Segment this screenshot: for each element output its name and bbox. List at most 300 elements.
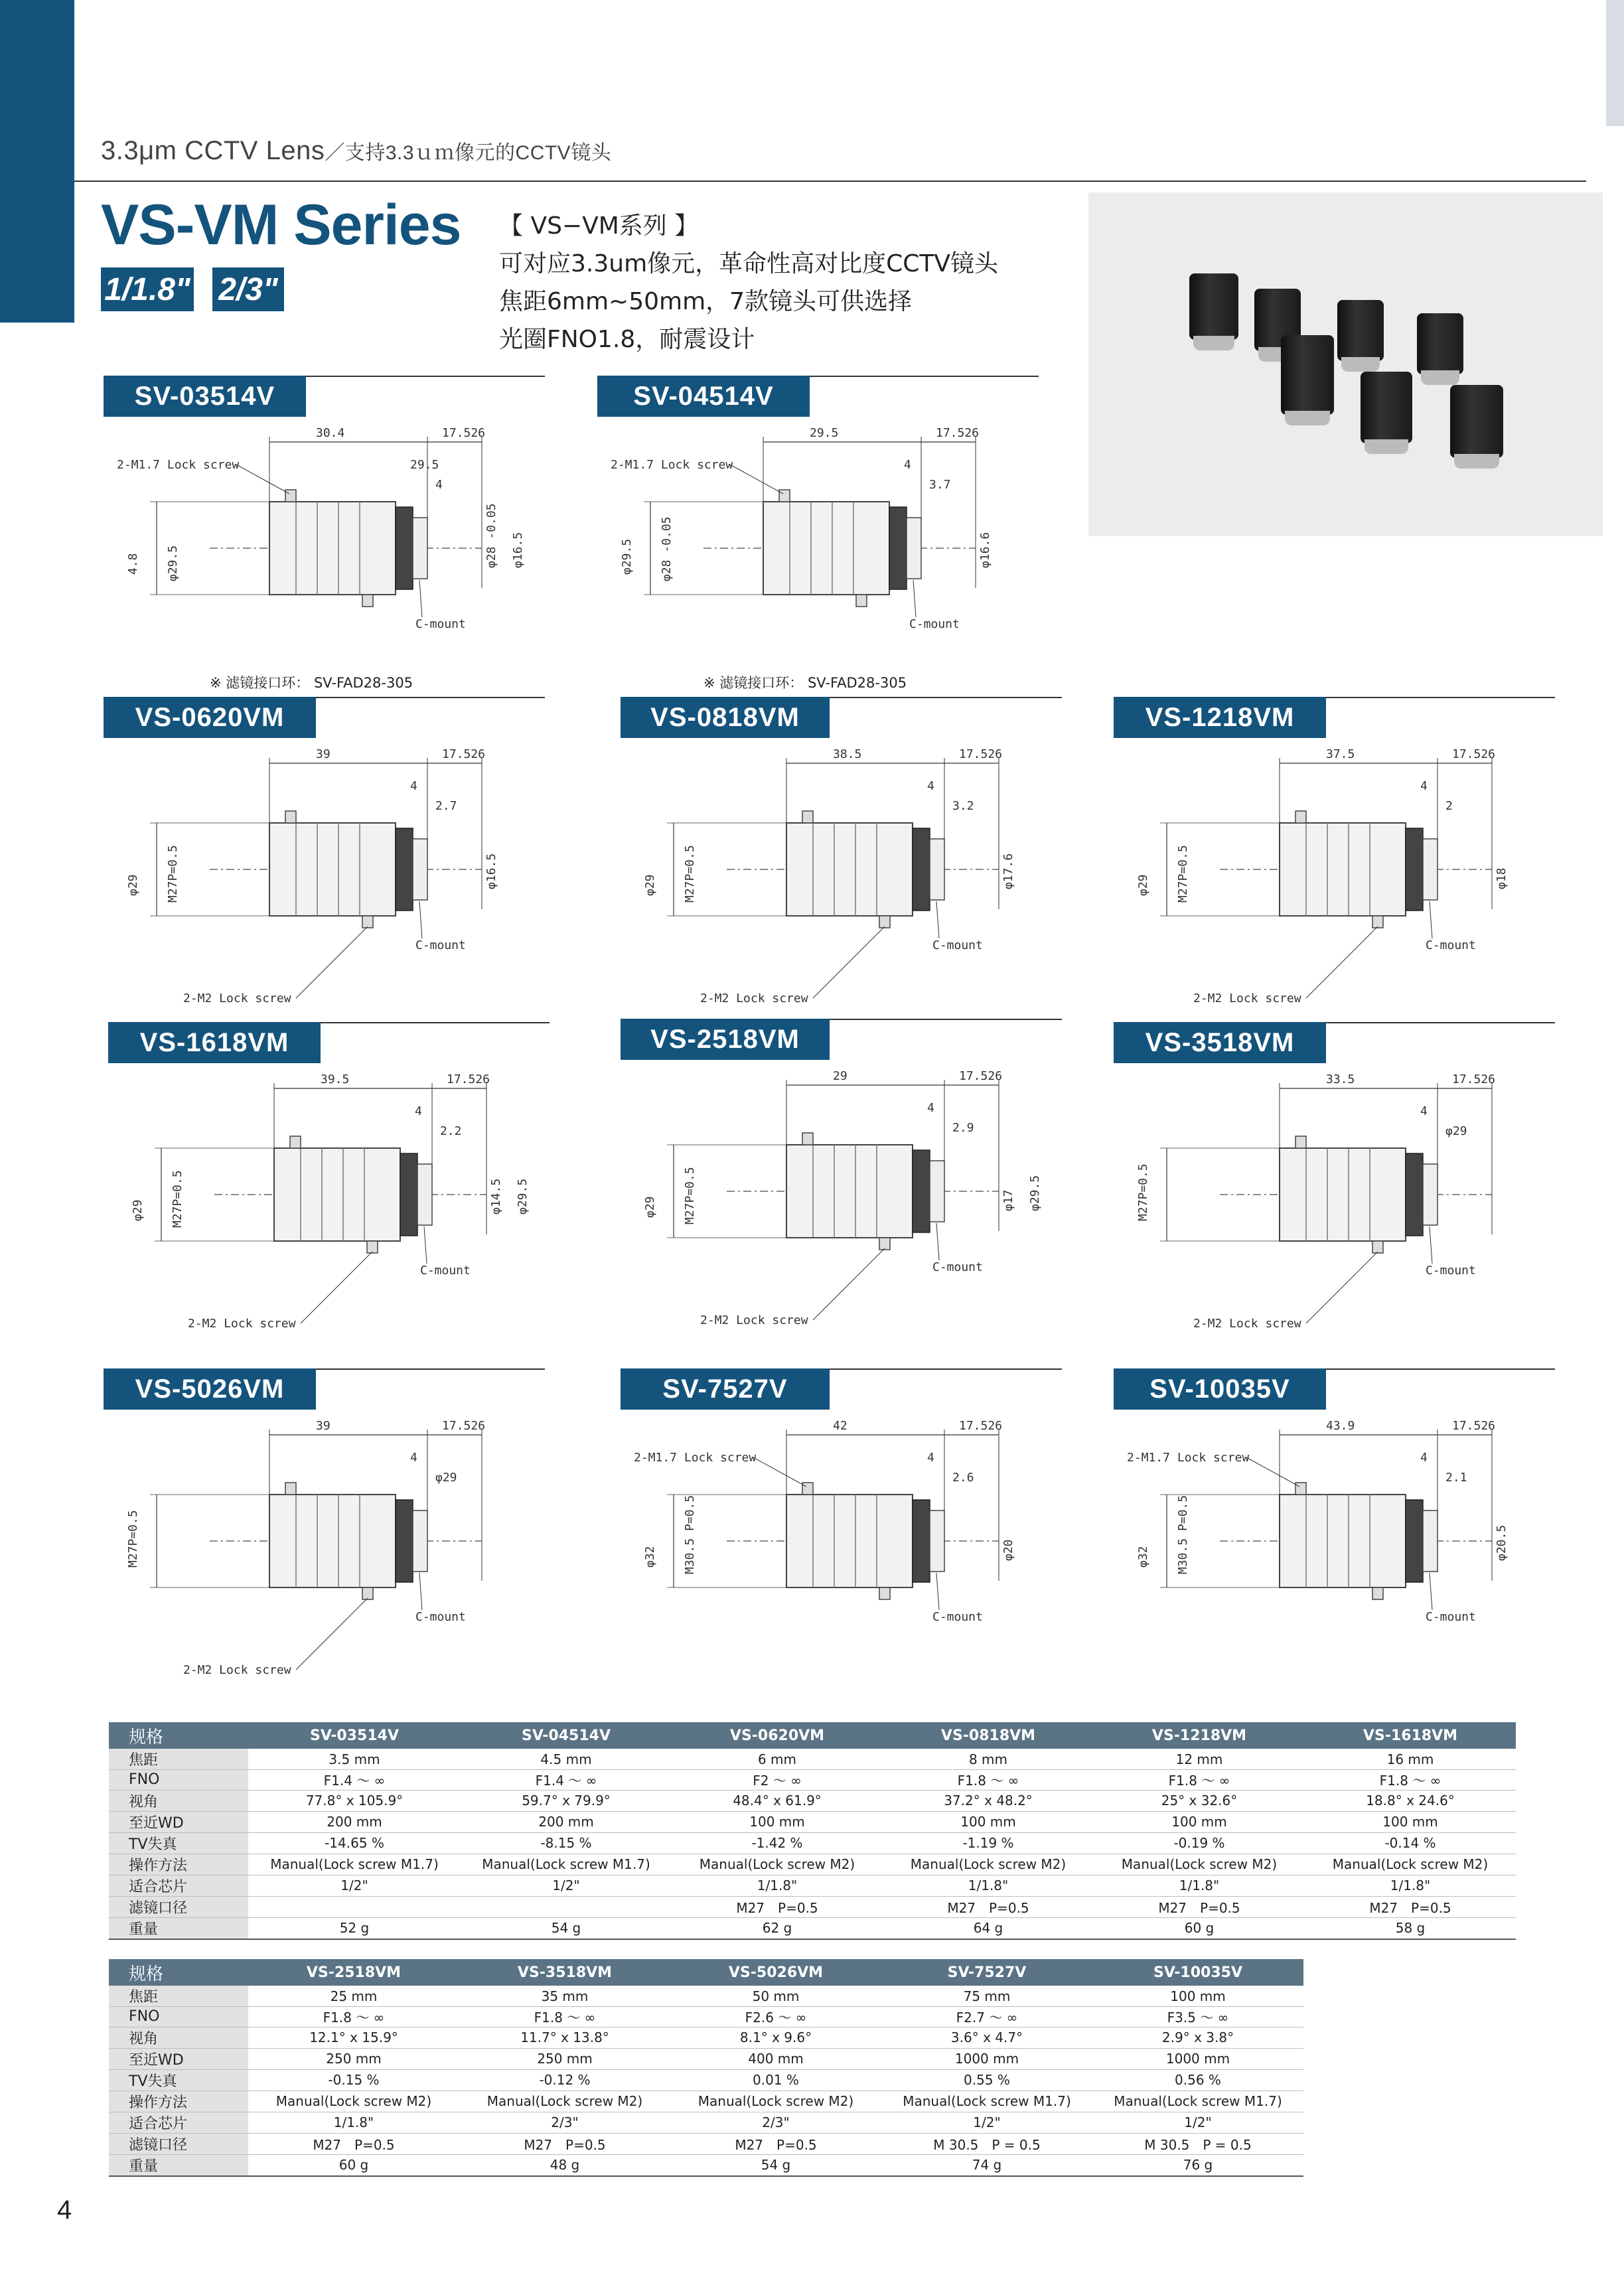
dimension-label: 2.7 [435, 799, 457, 813]
dimension-label: 37.5 [1326, 747, 1355, 761]
dimension-label: φ20 [1001, 1539, 1015, 1561]
panel-title: VS-5026VM [104, 1368, 316, 1410]
table-cell: F1.8 ～ ∞ [248, 2007, 459, 2027]
lock-screw-top [1295, 811, 1306, 823]
dimension-label: 39 [316, 747, 331, 761]
table-cell: 18.8° x 24.6° [1305, 1790, 1516, 1811]
spec-table-2 [109, 1959, 1303, 2177]
table-cell: 3.6° x 4.7° [881, 2027, 1092, 2048]
panel-title: VS-0620VM [104, 697, 316, 738]
lock-screw-top [285, 811, 296, 823]
table-header-model: SV-04514V [461, 1722, 672, 1749]
leader-line [1430, 1226, 1432, 1264]
table-cell: 6 mm [672, 1749, 883, 1770]
table-header-model: SV-7527V [881, 1959, 1092, 1986]
table-cell: 1/1.8" [672, 1875, 883, 1896]
panel-rule [316, 1368, 545, 1370]
lock-screw-top [285, 490, 296, 502]
table-cell: 50 mm [670, 1986, 881, 2007]
table-row [109, 2112, 1303, 2133]
row-label: 操作方法 [109, 1854, 248, 1875]
panel-rule [1326, 1368, 1555, 1370]
lock-screw-top [1295, 1136, 1306, 1148]
dimension-label: 4.8 [126, 553, 140, 575]
table-cell: 60 g [248, 2154, 459, 2176]
table-cell: 250 mm [459, 2048, 670, 2069]
table-cell: 11.7° x 13.8° [459, 2027, 670, 2048]
table-row [109, 1832, 1516, 1854]
table-row [109, 1875, 1516, 1896]
focus-ring [913, 1150, 930, 1232]
lock-screw-label: 2-M2 Lock screw [1193, 992, 1301, 1005]
table-cell: M27 P=0.5 [459, 2133, 670, 2154]
lock-screw-label: 2-M1.7 Lock screw [117, 458, 240, 472]
table-cell: 60 g [1094, 1917, 1305, 1939]
dimension-label: 2.6 [952, 1471, 974, 1485]
lock-screw-top [1295, 1483, 1306, 1495]
focus-ring [400, 1153, 417, 1236]
table-cell: 54 g [461, 1917, 672, 1939]
lens-drawing [1120, 743, 1545, 1009]
dimension-label: φ32 [643, 1546, 657, 1568]
dimension-label: 33.5 [1326, 1072, 1355, 1086]
table-header-model: VS-2518VM [248, 1959, 459, 1986]
table-cell: -0.14 % [1305, 1832, 1516, 1854]
lens-image [1450, 385, 1503, 458]
dimension-label: φ29 [1445, 1124, 1467, 1138]
lens-barrel [1280, 1148, 1406, 1241]
table-header-model: VS-0818VM [883, 1722, 1094, 1749]
lens-drawing [627, 743, 1052, 1009]
leader-line [296, 1598, 368, 1670]
dimension-label: M27P=0.5 [171, 1170, 185, 1228]
lens-barrel [786, 823, 913, 916]
table-cell: 77.8° x 105.9° [248, 1790, 461, 1811]
table-cell: 1/1.8" [1094, 1875, 1305, 1896]
lock-screw-bottom [879, 1238, 890, 1250]
mount-label: C-mount [1426, 938, 1476, 952]
leader-line [936, 1573, 939, 1610]
table-cell: 62 g [672, 1917, 883, 1939]
desc-line: 可对应3.3um像元，革命性高对比度CCTV镜头 [499, 250, 999, 277]
focus-ring [1406, 828, 1423, 911]
panel-title: VS-3518VM [1114, 1022, 1326, 1063]
dimension-label: φ29 [131, 1199, 145, 1221]
lens-drawing [1120, 1415, 1545, 1680]
c-mount-flange [930, 1161, 944, 1222]
dimension-label: 29.5 [810, 426, 839, 440]
lock-screw-bottom [362, 1587, 373, 1599]
leader-line [730, 465, 783, 494]
table-cell: 1/2" [461, 1875, 672, 1896]
dimension-label: M27P=0.5 [126, 1510, 140, 1568]
lens-drawing [1120, 1068, 1545, 1334]
row-label: FNO [109, 2007, 248, 2027]
focus-ring [913, 1500, 930, 1582]
table-cell: M27 P=0.5 [1305, 1896, 1516, 1917]
row-label: 适合芯片 [109, 2112, 248, 2133]
leader-line [419, 580, 422, 617]
dimension-label: φ32 [1136, 1546, 1150, 1568]
table-cell: 2/3" [459, 2112, 670, 2133]
leader-line [936, 1223, 939, 1260]
table-cell: M27 P=0.5 [248, 2133, 459, 2154]
mount-label: C-mount [932, 938, 983, 952]
row-label: 重量 [109, 2154, 248, 2176]
table-cell: 1/2" [1092, 2112, 1303, 2133]
leader-line [813, 926, 885, 998]
dimension-label: M27P=0.5 [1176, 845, 1190, 903]
table-header-model: SV-10035V [1092, 1959, 1303, 1986]
table-cell: 1/2" [248, 1875, 461, 1896]
row-label: FNO [109, 1770, 248, 1791]
panel-title: VS-1618VM [108, 1022, 321, 1063]
table-cell: 52 g [248, 1917, 461, 1939]
table-cell: Manual(Lock screw M2) [883, 1854, 1094, 1875]
desc-line: 【 VS−VM系列 】 [499, 212, 699, 240]
table-cell: 0.01 % [670, 2069, 881, 2091]
dimension-label: φ29.5 [516, 1178, 530, 1214]
mount-label: C-mount [415, 938, 466, 952]
lens-barrel [786, 1145, 913, 1238]
series-title: VS-VM Series [101, 193, 461, 257]
table-row [109, 1917, 1516, 1939]
lens-drawing [627, 1415, 1052, 1680]
side-tab [0, 0, 74, 323]
row-label: 视角 [109, 1790, 248, 1811]
panel-title: SV-7527V [621, 1368, 830, 1410]
table-cell: 25° x 32.6° [1094, 1790, 1305, 1811]
table-cell: -1.42 % [672, 1832, 883, 1854]
dimension-label: M30.5 P=0.5 [1176, 1495, 1190, 1574]
dimension-label: M27P=0.5 [1136, 1163, 1150, 1221]
lock-screw-bottom [1372, 1241, 1383, 1253]
lock-screw-bottom [362, 595, 373, 607]
panel-rule [306, 376, 545, 377]
lock-screw-label: 2-M1.7 Lock screw [634, 1451, 757, 1465]
focus-ring [1406, 1153, 1423, 1236]
filter-note: ※ 滤镜接口环： SV-FAD28-305 [210, 675, 413, 691]
table-cell: 16 mm [1305, 1749, 1516, 1770]
dimension-label: 42 [833, 1419, 848, 1433]
row-label: 操作方法 [109, 2091, 248, 2112]
row-label: 至近WD [109, 1811, 248, 1832]
table-cell: 400 mm [670, 2048, 881, 2069]
table-cell: 75 mm [881, 1986, 1092, 2007]
table-cell: -0.12 % [459, 2069, 670, 2091]
table-cell: 3.5 mm [248, 1749, 461, 1770]
dimension-label: φ18 [1495, 867, 1509, 889]
dimension-label: 17.526 [1452, 1072, 1496, 1086]
table-cell: 54 g [670, 2154, 881, 2176]
table-cell: 100 mm [672, 1811, 883, 1832]
dimension-label: M27P=0.5 [166, 845, 180, 903]
dimension-label: φ14.5 [489, 1178, 503, 1214]
table-cell: M27 P=0.5 [670, 2133, 881, 2154]
lens-barrel [1280, 823, 1406, 916]
table-cell: Manual(Lock screw M1.7) [461, 1854, 672, 1875]
table-header-model: VS-0620VM [672, 1722, 883, 1749]
dimension-label: 17.526 [959, 1419, 1003, 1433]
c-mount-flange [1423, 839, 1438, 900]
lens-drawing [110, 1415, 535, 1680]
table-header-spec: 规格 [109, 1959, 248, 1986]
table-cell: 1/2" [881, 2112, 1092, 2133]
table-cell: Manual(Lock screw M2) [672, 1854, 883, 1875]
table-cell: M 30.5 P = 0.5 [881, 2133, 1092, 2154]
lock-screw-label: 2-M2 Lock screw [700, 1313, 808, 1327]
table-cell: 58 g [1305, 1917, 1516, 1939]
panel-rule [321, 1022, 550, 1023]
lens-barrel [1280, 1495, 1406, 1587]
table-cell: F1.8 ～ ∞ [1305, 1770, 1516, 1791]
lock-screw-bottom [1372, 916, 1383, 928]
table-cell: 74 g [881, 2154, 1092, 2176]
panel-rule [830, 697, 1062, 698]
table-cell: F2.6 ～ ∞ [670, 2007, 881, 2027]
dimension-label: 4 [1420, 1104, 1428, 1118]
table-cell: F3.5 ～ ∞ [1092, 2007, 1303, 2027]
table-cell: F1.8 ～ ∞ [1094, 1770, 1305, 1791]
table-header-model: VS-1618VM [1305, 1722, 1516, 1749]
table-cell: -1.19 % [883, 1832, 1094, 1854]
mount-label: C-mount [1426, 1610, 1476, 1624]
row-label: 至近WD [109, 2048, 248, 2069]
table-cell: -14.65 % [248, 1832, 461, 1854]
table-cell: 37.2° x 48.2° [883, 1790, 1094, 1811]
dimension-label: 4 [927, 1451, 934, 1465]
edge-strip [1606, 0, 1624, 126]
table-cell: M27 P=0.5 [883, 1896, 1094, 1917]
table-header-model: SV-03514V [248, 1722, 461, 1749]
dimension-label: φ20.5 [1495, 1524, 1509, 1561]
page-number: 4 [57, 2195, 72, 2225]
leader-line [753, 1457, 806, 1487]
table-cell: Manual(Lock screw M2) [248, 2091, 459, 2112]
table-cell: 1000 mm [1092, 2048, 1303, 2069]
filter-note: ※ 滤镜接口环： SV-FAD28-305 [703, 675, 907, 691]
table-row [109, 1854, 1516, 1875]
c-mount-flange [413, 1510, 427, 1572]
dimension-label: M27P=0.5 [683, 1167, 697, 1224]
dimension-label: φ28 -0.05 [484, 503, 498, 568]
dimension-label: φ29 [126, 874, 140, 896]
table-row [109, 1811, 1516, 1832]
table-cell: 0.55 % [881, 2069, 1092, 2091]
c-mount-flange [930, 839, 944, 900]
dimension-label: φ29.5 [620, 538, 634, 575]
row-label: 滤镜口径 [109, 2133, 248, 2154]
lens-barrel [269, 823, 396, 916]
dimension-label: 4 [435, 478, 443, 492]
dimension-label: 4 [410, 779, 417, 793]
focus-ring [1406, 1500, 1423, 1582]
lens-barrel [786, 1495, 913, 1587]
table-cell: 12.1° x 15.9° [248, 2027, 459, 2048]
table-cell: 25 mm [248, 1986, 459, 2007]
table-cell: 1/1.8" [248, 2112, 459, 2133]
c-mount-flange [930, 1510, 944, 1572]
c-mount-flange [1423, 1510, 1438, 1572]
lock-screw-label: 2-M2 Lock screw [1193, 1317, 1301, 1331]
table-row [109, 2069, 1303, 2091]
table-cell: Manual(Lock screw M1.7) [1092, 2091, 1303, 2112]
table-cell: -8.15 % [461, 1832, 672, 1854]
table-cell: Manual(Lock screw M1.7) [248, 1854, 461, 1875]
lock-screw-top [802, 811, 813, 823]
format-badge-2: 2/3" [212, 267, 284, 311]
lock-screw-bottom [367, 1241, 378, 1253]
panel-rule [1326, 1022, 1555, 1023]
leader-line [1306, 1252, 1378, 1323]
lock-screw-top [779, 490, 790, 502]
leader-line [813, 1248, 885, 1320]
lens-drawing [110, 743, 535, 1009]
panel-title: VS-2518VM [621, 1019, 830, 1060]
table-cell: 200 mm [461, 1811, 672, 1832]
dimension-label: 17.526 [447, 1072, 490, 1086]
desc-line: 焦距6mm~50mm，7款镜头可供选择 [499, 288, 913, 315]
dimension-label: 17.526 [442, 747, 486, 761]
dimension-label: 4 [927, 779, 934, 793]
lens-drawing [115, 1068, 540, 1334]
table-row [109, 1986, 1303, 2007]
c-mount-flange [417, 1164, 432, 1225]
row-label: 焦距 [109, 1749, 248, 1770]
table-row [109, 1896, 1516, 1917]
table-cell: Manual(Lock screw M1.7) [881, 2091, 1092, 2112]
leader-line [424, 1226, 427, 1264]
table-cell: 100 mm [1094, 1811, 1305, 1832]
lock-screw-label: 2-M2 Lock screw [188, 1317, 296, 1331]
table-cell: 12 mm [1094, 1749, 1305, 1770]
table-cell: M 30.5 P = 0.5 [1092, 2133, 1303, 2154]
row-label: 适合芯片 [109, 1875, 248, 1896]
leader-line [1430, 901, 1432, 938]
dimension-label: 17.526 [1452, 1419, 1496, 1433]
leader-line [1246, 1457, 1299, 1487]
table-cell: 76 g [1092, 2154, 1303, 2176]
table-cell: 2/3" [670, 2112, 881, 2133]
table-cell: Manual(Lock screw M2) [1305, 1854, 1516, 1875]
table-cell: -0.15 % [248, 2069, 459, 2091]
c-mount-flange [907, 518, 921, 579]
product-photo [1088, 192, 1603, 536]
lock-screw-top [285, 1483, 296, 1495]
row-label: 焦距 [109, 1986, 248, 2007]
lens-barrel [269, 1495, 396, 1587]
row-label: 视角 [109, 2027, 248, 2048]
table-header-model: VS-3518VM [459, 1959, 670, 1986]
focus-ring [396, 507, 413, 589]
table-cell: 1/1.8" [883, 1875, 1094, 1896]
table-row [109, 2027, 1303, 2048]
panel-rule [830, 1368, 1062, 1370]
table-cell: 100 mm [1092, 1986, 1303, 2007]
leader-line [936, 901, 939, 938]
table-row [109, 2048, 1303, 2069]
table-cell: 2.9° x 3.8° [1092, 2027, 1303, 2048]
format-badge-1: 1/1.8" [101, 267, 194, 311]
dimension-label: 4 [410, 1451, 417, 1465]
page-subtitle: 3.3μm CCTV Lens／支持3.3ｕｍ像元的CCTV镜头 [101, 136, 612, 165]
mount-label: C-mount [415, 1610, 466, 1624]
focus-ring [913, 828, 930, 911]
table-cell: M27 P=0.5 [1094, 1896, 1305, 1917]
dimension-label: 39 [316, 1419, 331, 1433]
lens-drawing [110, 422, 535, 691]
dimension-label: φ28 -0.05 [660, 516, 674, 581]
table-cell: F1.4 ～ ∞ [248, 1770, 461, 1791]
table-cell: 1000 mm [881, 2048, 1092, 2069]
table-header-spec: 规格 [109, 1722, 248, 1749]
table-cell: 48.4° x 61.9° [672, 1790, 883, 1811]
lock-screw-label: 2-M1.7 Lock screw [1127, 1451, 1250, 1465]
dimension-label: φ29 [435, 1471, 457, 1485]
table-cell: F1.8 ～ ∞ [459, 2007, 670, 2027]
table-cell: 64 g [883, 1917, 1094, 1939]
table-cell: 8.1° x 9.6° [670, 2027, 881, 2048]
leader-line [1430, 1573, 1432, 1610]
table-row [109, 1749, 1516, 1770]
dimension-label: φ29.5 [1028, 1175, 1042, 1211]
lens-image [1337, 300, 1384, 361]
lens-barrel [763, 502, 889, 595]
desc-line: 光圈FNO1.8，耐震设计 [499, 326, 755, 353]
lens-barrel [274, 1148, 400, 1241]
dimension-label: 38.5 [833, 747, 862, 761]
dimension-label: 4 [1420, 779, 1428, 793]
table-cell: 0.56 % [1092, 2069, 1303, 2091]
table-row [109, 1790, 1516, 1811]
leader-line [419, 1573, 422, 1610]
row-label: TV失真 [109, 2069, 248, 2091]
header-rule [74, 181, 1586, 182]
table-cell: F1.4 ～ ∞ [461, 1770, 672, 1791]
focus-ring [889, 507, 907, 589]
table-cell: F2 ～ ∞ [672, 1770, 883, 1791]
dimension-label: φ29.5 [166, 545, 180, 581]
table-row [109, 2091, 1303, 2112]
mount-label: C-mount [415, 617, 466, 631]
dimension-label: 3.2 [952, 799, 974, 813]
panel-title: VS-1218VM [1114, 697, 1326, 738]
lock-screw-top [802, 1133, 813, 1145]
table-row [109, 1770, 1516, 1791]
lock-screw-label: 2-M1.7 Lock screw [611, 458, 733, 472]
mount-label: C-mount [909, 617, 960, 631]
panel-rule [1326, 697, 1555, 698]
dimension-label: 29.5 [410, 458, 439, 472]
dimension-label: φ16.5 [484, 853, 498, 889]
table-row [109, 2007, 1303, 2027]
panel-title: SV-03514V [104, 376, 306, 417]
leader-line [236, 465, 289, 494]
dimension-label: φ17.6 [1001, 853, 1015, 889]
lens-drawing [627, 1065, 1052, 1331]
dimension-label: 30.4 [316, 426, 345, 440]
lens-image [1281, 335, 1334, 415]
lock-screw-bottom [1372, 1587, 1383, 1599]
focus-ring [396, 828, 413, 911]
panel-rule [830, 1019, 1062, 1020]
table-cell: 8 mm [883, 1749, 1094, 1770]
dimension-label: 17.526 [1452, 747, 1496, 761]
lock-screw-bottom [362, 916, 373, 928]
leader-line [301, 1252, 372, 1323]
focus-ring [396, 1500, 413, 1582]
leader-line [913, 580, 916, 617]
